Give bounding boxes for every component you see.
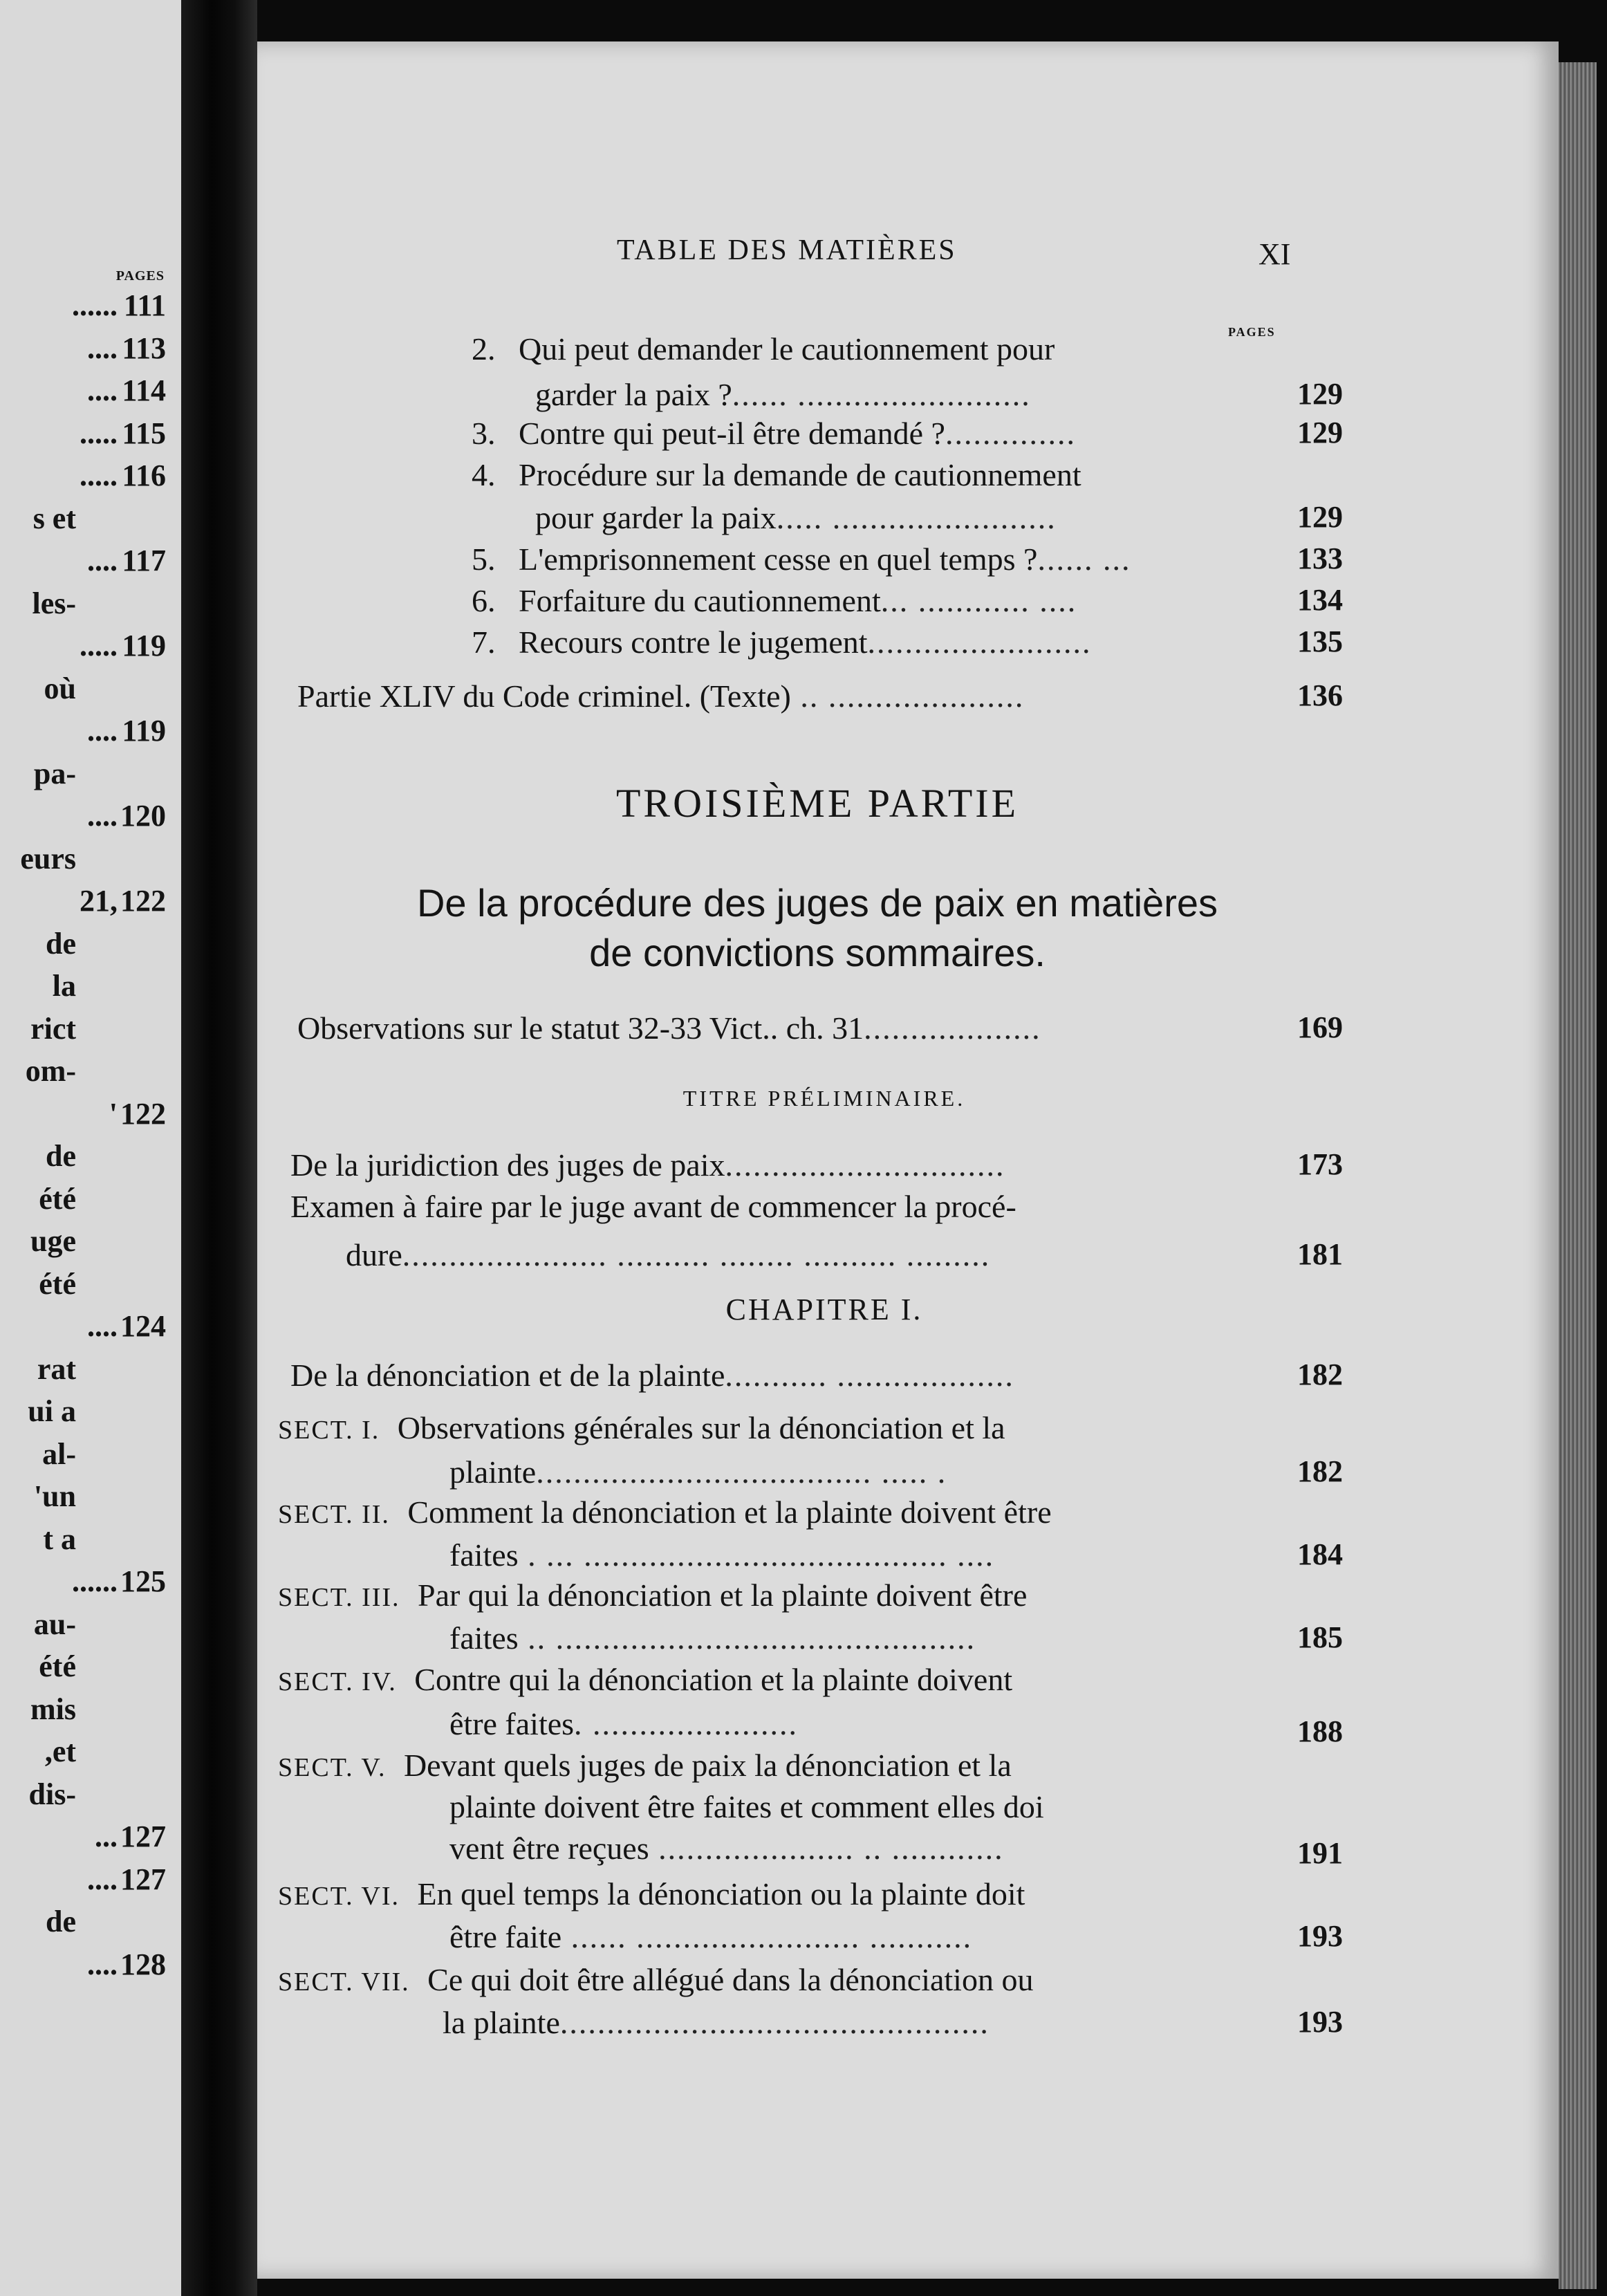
entry-text: Observations sur le statut 32-33 Vict.. ch. 31	[297, 1010, 864, 1046]
toc-entry: 2. Qui peut demander le cautionnement pour garder la paix ?...... ......................... 129	[472, 331, 1343, 412]
part-title: TROISIÈME PARTIE	[615, 781, 1019, 826]
left-page-row	[0, 1521, 173, 1556]
toc-entry: 7. Recours contre le jugement........................ 135	[472, 624, 1343, 660]
left-page-row	[0, 1266, 173, 1301]
left-row-page: 119	[122, 714, 166, 748]
left-page-row	[0, 373, 173, 407]
left-page-row	[0, 756, 173, 790]
toc-entry-juridiction: De la juridiction des juges de paix.............................. 173	[290, 1147, 1343, 1183]
left-row-page: 115	[122, 416, 166, 450]
left-row-page: 128	[120, 1947, 166, 1981]
toc-section: SECT. VI. En quel temps la dénonciation ou la plainte doit être faite ...... ........................ ........... 193	[278, 1876, 1343, 1954]
entry-text: De la dénonciation et de la plainte	[290, 1358, 725, 1393]
section-page: 191	[1297, 1836, 1343, 1870]
section-page: 193	[1297, 1919, 1343, 1953]
left-pages-header: PAGES	[115, 268, 165, 284]
entry-text: De la juridiction des juges de paix	[290, 1147, 725, 1183]
left-page-row	[0, 1607, 173, 1641]
left-row-text: au-	[33, 1607, 76, 1641]
toc-entry: 5. L'emprisonnement cesse en quel temps ?...... ... 133	[472, 541, 1343, 577]
section-text: Par qui la dénonciation et la plainte doivent être	[418, 1577, 1028, 1613]
left-row-text: ,et	[44, 1734, 76, 1768]
pages-column-header: PAGES	[1228, 325, 1276, 339]
left-row-page: 111	[123, 288, 166, 322]
toc-entry-denonciation: De la dénonciation et de la plainte........... ................... 182	[290, 1358, 1343, 1393]
left-row-text: les-	[32, 586, 76, 620]
left-row-text: été	[39, 1649, 76, 1683]
section-text: Observations générales sur la dénonciation et la	[397, 1410, 1005, 1445]
left-row-text: .....	[80, 416, 118, 450]
entry-text-cont: garder la paix ?	[535, 377, 732, 412]
entry-page: 129	[1297, 500, 1343, 534]
left-page-row	[0, 1649, 173, 1683]
book-gutter	[181, 0, 257, 2296]
part-subtitle-line2: de convictions sommaires.	[589, 931, 1046, 974]
toc-section: SECT. III. Par qui la dénonciation et la plainte doivent être faites .. ............................................. 185	[278, 1577, 1343, 1656]
page-folio: XI	[1258, 237, 1291, 271]
left-row-page: 124	[120, 1309, 166, 1343]
left-row-text: t a	[43, 1521, 76, 1556]
left-page-row	[0, 1096, 173, 1131]
entry-text: Qui peut demander le cautionnement pour	[519, 331, 1055, 367]
left-row-page: 127	[120, 1820, 166, 1853]
left-row-text: de	[46, 926, 76, 961]
preliminary-title-heading: TITRE PRÉLIMINAIRE.	[682, 1086, 966, 1111]
section-text-cont: être faite	[449, 1919, 562, 1954]
page-stack-edge	[1559, 62, 1597, 2289]
left-row-text: ui a	[28, 1394, 76, 1428]
entry-number: 6.	[472, 583, 496, 618]
left-row-text: s et	[32, 501, 76, 535]
section-text: Devant quels juges de paix la dénonciation et la	[403, 1748, 1012, 1783]
section-page: 185	[1297, 1620, 1343, 1654]
left-page-row	[0, 713, 173, 748]
entry-text-cont: dure	[346, 1237, 402, 1272]
section-text-cont: la plainte	[443, 2005, 560, 2040]
left-row-text: om-	[25, 1054, 76, 1088]
section-text-cont: être faites	[449, 1706, 575, 1741]
entry-text: Contre qui peut-il être demandé ?	[519, 416, 945, 451]
left-row-text: ....	[87, 544, 118, 577]
left-row-text: ....	[87, 331, 118, 365]
toc-entry-partie-xliv: Partie XLIV du Code criminel. (Texte) .. ..................... 136	[297, 678, 1343, 714]
left-page-row	[0, 586, 173, 620]
left-page-row	[0, 1181, 173, 1216]
toc-entry: 4. Procédure sur la demande de cautionnement pour garder la paix..... ........................ 129	[472, 457, 1343, 535]
section-text-cont: vent être reçues	[449, 1831, 649, 1866]
left-row-page: 113	[122, 331, 166, 365]
section-text: Contre qui la dénonciation et la plainte doivent	[414, 1662, 1013, 1697]
left-row-text: rict	[30, 1011, 76, 1046]
toc-entry-observations: Observations sur le statut 32-33 Vict.. ch. 31................... 169	[297, 1010, 1343, 1046]
left-page-row	[0, 968, 173, 1003]
left-row-page: 122	[120, 1096, 166, 1131]
left-page-row	[0, 671, 173, 705]
running-title: TABLE DES MATIÈRES	[617, 234, 957, 266]
entry-text: Forfaiture du cautionnement	[519, 583, 881, 618]
left-row-page: 119	[122, 629, 166, 663]
left-row-page: 125	[120, 1564, 166, 1598]
entry-number: 7.	[472, 624, 496, 660]
left-page-row	[0, 798, 173, 833]
entry-page: 135	[1297, 624, 1343, 658]
left-page-row	[0, 458, 173, 492]
entry-number: 2.	[472, 331, 496, 367]
entry-page: 169	[1297, 1010, 1343, 1044]
table-of-contents-page	[257, 41, 1559, 2279]
left-page-row	[0, 841, 173, 876]
section-label: SECT. V.	[278, 1753, 387, 1782]
left-page-row	[0, 883, 173, 918]
left-page-row	[0, 1947, 173, 1981]
left-row-page: 117	[122, 544, 166, 577]
left-page-row	[0, 1479, 173, 1513]
entry-page: 181	[1297, 1237, 1343, 1271]
left-row-text: de	[46, 1139, 76, 1173]
left-row-text: ....	[87, 1862, 118, 1896]
left-row-text: de	[46, 1905, 76, 1938]
left-page-row	[0, 1351, 173, 1386]
section-page: 188	[1297, 1714, 1343, 1748]
left-page-row	[0, 628, 173, 663]
toc-section: SECT. V. Devant quels juges de paix la dénonciation et la plainte doivent être faites et comment elles doi vent être reçues ..................... .. ............ 191	[278, 1748, 1343, 1870]
left-page-row	[0, 1819, 173, 1853]
section-label: SECT. II.	[278, 1500, 390, 1529]
left-row-text: ....	[87, 714, 118, 748]
entry-number: 4.	[472, 457, 496, 492]
left-row-text: ....	[87, 1309, 118, 1343]
toc-entry-examen: Examen à faire par le juge avant de commencer la procé- dure...................... .......... ........ .......... ......... 181	[290, 1189, 1343, 1272]
entry-page: 182	[1297, 1358, 1343, 1391]
left-row-text: ....	[87, 1947, 118, 1981]
left-page-row	[0, 1734, 173, 1768]
section-label: SECT. III.	[278, 1583, 400, 1612]
toc-section: SECT. VII. Ce qui doit être allégué dans la dénonciation ou la plainte.............................................. 193	[278, 1962, 1343, 2040]
left-page-row	[0, 331, 173, 365]
section-label: SECT. VII.	[278, 1968, 410, 1997]
section-text-cont: faites	[449, 1620, 519, 1656]
section-label: SECT. IV.	[278, 1667, 397, 1696]
left-page-row	[0, 288, 173, 322]
left-page-row	[0, 1223, 173, 1258]
section-text-cont: faites	[449, 1537, 519, 1573]
entry-text-cont: pour garder la paix	[535, 500, 777, 535]
toc-section: SECT. II. Comment la dénonciation et la plainte doivent être faites . ... ....................................... .... 184	[278, 1494, 1343, 1573]
left-page-row	[0, 1138, 173, 1173]
left-row-page: 116	[122, 459, 166, 492]
left-page-row	[0, 1308, 173, 1343]
chapter-heading: CHAPITRE I.	[725, 1293, 923, 1326]
entry-page: 133	[1297, 541, 1343, 575]
left-page-row	[0, 1777, 173, 1811]
entry-text: Partie XLIV du Code criminel. (Texte)	[297, 678, 791, 714]
left-row-text: .....	[80, 459, 118, 492]
left-row-text: ...	[95, 1820, 118, 1853]
left-row-text: ....	[87, 373, 118, 407]
entry-page: 129	[1297, 416, 1343, 450]
left-row-text: ....	[87, 799, 118, 833]
entry-page: 134	[1297, 583, 1343, 617]
section-page: 193	[1297, 2005, 1343, 2039]
part-subtitle-line1: De la procédure des juges de paix en matières	[416, 881, 1218, 925]
section-text: En quel temps la dénonciation ou la plainte doit	[417, 1876, 1025, 1911]
left-row-text: où	[44, 671, 76, 705]
section-text: Comment la dénonciation et la plainte doivent être	[407, 1494, 1052, 1530]
toc-entry: 3. Contre qui peut-il être demandé ?.............. 129	[472, 416, 1343, 451]
left-page-row	[0, 1564, 173, 1598]
toc-entry: 6. Forfaiture du cautionnement... ............ .... 134	[472, 583, 1343, 618]
left-row-text: été	[39, 1266, 76, 1301]
left-row-text: '	[109, 1096, 118, 1131]
left-page-row	[0, 1692, 173, 1726]
left-page-row	[0, 543, 173, 577]
entry-page: 173	[1297, 1147, 1343, 1181]
left-page-row	[0, 1011, 173, 1046]
left-row-text: la	[52, 969, 76, 1003]
left-row-text: eurs	[20, 841, 76, 876]
left-page-row	[0, 1436, 173, 1471]
toc-section: SECT. I. Observations générales sur la dénonciation et la plainte.................................... ..... . 182	[278, 1410, 1343, 1490]
left-row-text: mis	[30, 1692, 76, 1726]
section-page: 184	[1297, 1537, 1343, 1571]
left-page-row	[0, 1904, 173, 1938]
previous-page-fragment	[0, 0, 181, 2296]
left-row-text: pa-	[33, 756, 76, 790]
left-row-page: 122	[120, 884, 166, 918]
left-row-text: dis-	[28, 1777, 76, 1811]
left-page-row	[0, 1053, 173, 1088]
left-page-row	[0, 926, 173, 961]
left-page-row	[0, 501, 173, 535]
left-page-row	[0, 416, 173, 450]
toc-section: SECT. IV. Contre qui la dénonciation et la plainte doivent être faites. ...................... 188	[278, 1662, 1343, 1748]
entry-page: 129	[1297, 377, 1343, 411]
entry-text: L'emprisonnement cesse en quel temps ?	[519, 541, 1038, 577]
left-page-row	[0, 1394, 173, 1428]
entry-text: Examen à faire par le juge avant de commencer la procé-	[290, 1189, 1016, 1224]
entry-page: 136	[1297, 678, 1343, 712]
entry-text: Procédure sur la demande de cautionnement	[519, 457, 1081, 492]
left-row-text: uge	[30, 1224, 76, 1258]
section-page: 182	[1297, 1454, 1343, 1488]
section-label: SECT. I.	[278, 1416, 380, 1445]
section-text-cont: plainte doivent être faites et comment elles doi	[449, 1789, 1044, 1824]
entry-text: Recours contre le jugement	[519, 624, 868, 660]
left-page-row	[0, 1862, 173, 1896]
left-row-text: 'un	[33, 1479, 76, 1513]
section-label: SECT. VI.	[278, 1882, 400, 1911]
left-row-page: 120	[120, 799, 166, 833]
entry-number: 5.	[472, 541, 496, 577]
left-row-text: 21,	[80, 884, 118, 918]
left-row-text: ......	[72, 288, 118, 322]
left-row-page: 127	[120, 1862, 166, 1896]
section-text-cont: plainte	[449, 1454, 537, 1490]
entry-number: 3.	[472, 416, 496, 451]
left-row-text: .....	[80, 629, 118, 663]
left-row-page: 114	[122, 373, 166, 407]
section-text: Ce qui doit être allégué dans la dénonciation ou	[427, 1962, 1034, 1997]
left-row-text: rat	[37, 1351, 76, 1386]
left-row-text: al-	[42, 1436, 76, 1471]
left-row-text: ......	[72, 1564, 118, 1598]
left-row-text: été	[39, 1181, 76, 1216]
